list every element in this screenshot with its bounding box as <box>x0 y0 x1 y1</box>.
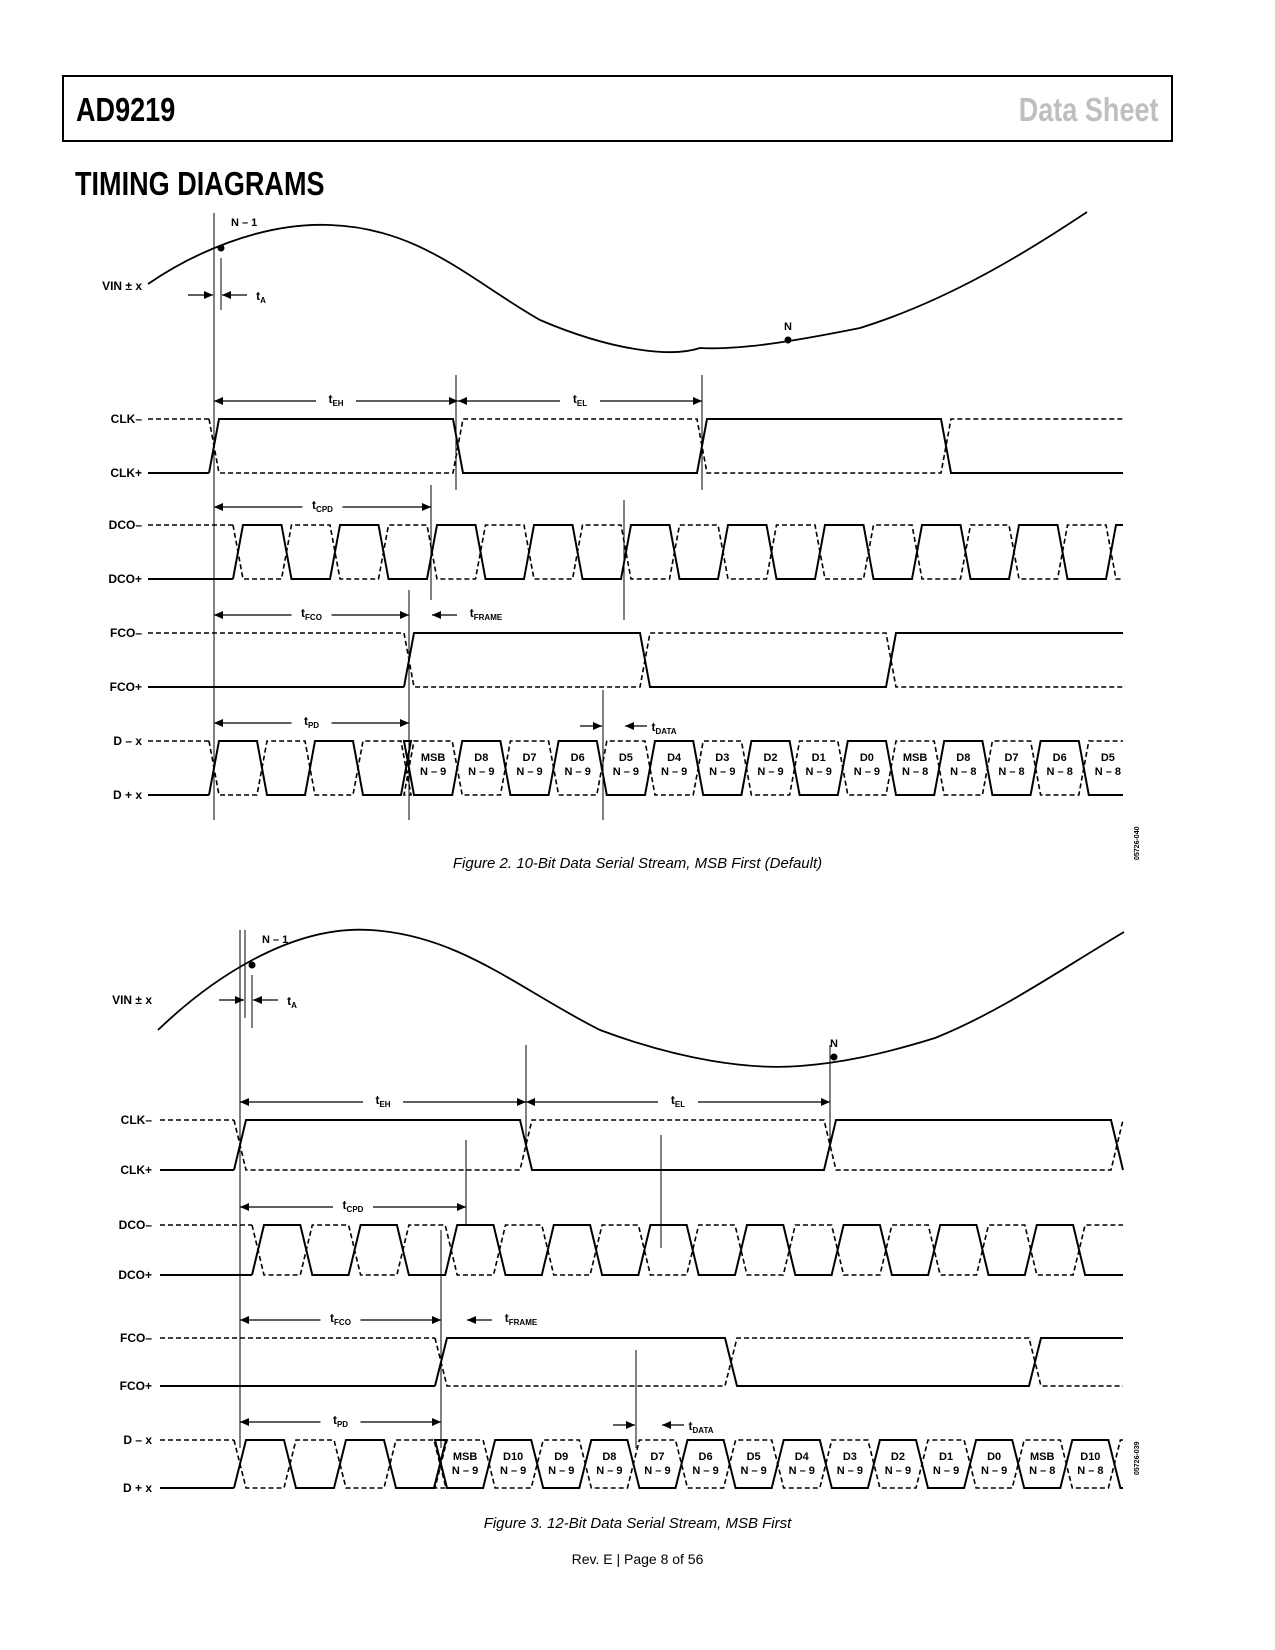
dco-true <box>252 1225 1123 1275</box>
figure-code: 05726-039 <box>1134 1441 1141 1475</box>
bit-label: D2 <box>763 752 778 764</box>
dco-plus-label: DCO+ <box>108 572 142 586</box>
sample-point-n-1 <box>249 962 256 969</box>
bit-sample-label: N – 9 <box>709 766 736 778</box>
bit-label: D1 <box>811 752 826 764</box>
bit-label: D0 <box>987 1451 1002 1463</box>
figure-code: 05726-040 <box>1134 826 1141 860</box>
bit-sample-label: N – 8 <box>950 766 977 778</box>
vin-label: VIN ± x <box>112 993 152 1007</box>
tcpd-label: $t_{CPD}$ <box>342 1198 364 1214</box>
bit-label: D1 <box>939 1451 954 1463</box>
bit-label: MSB <box>452 1451 478 1463</box>
sample-point-n <box>831 1054 838 1061</box>
bit-sample-label: N – 9 <box>548 1465 575 1477</box>
bit-label: D6 <box>1052 752 1067 764</box>
bit-sample-label: N – 9 <box>419 766 447 778</box>
bit-sample-label: N – 8 <box>1029 1465 1056 1477</box>
bit-label: D6 <box>570 752 585 764</box>
tfco-label: $t_{FCO}$ <box>301 606 322 622</box>
bit-sample-label: N – 9 <box>564 766 591 778</box>
bit-sample-label: N – 9 <box>740 1465 767 1477</box>
bit-label: D8 <box>602 1451 617 1463</box>
bit-label: D5 <box>1100 752 1115 764</box>
timing-diagram-10bit <box>0 200 1275 860</box>
bit-label: MSB <box>420 752 446 764</box>
bit-sample-label: N – 8 <box>1046 766 1073 778</box>
bit-label: D8 <box>956 752 971 764</box>
dco-minus-label: DCO– <box>118 1218 152 1232</box>
fco-comp <box>404 633 1123 687</box>
bit-label: MSB <box>1030 1451 1055 1463</box>
bit-sample-label: N – 8 <box>1077 1465 1104 1477</box>
teh-label: $t_{EH}$ <box>375 1093 391 1109</box>
fco-minus-label: FCO– <box>119 1331 152 1345</box>
fco-minus-label: FCO– <box>109 626 142 640</box>
bit-label: D5 <box>618 752 633 764</box>
fco-true <box>404 633 1123 687</box>
tdata-label: $t_{DATA}$ <box>651 720 677 736</box>
teh-label: $t_{EH}$ <box>328 392 344 408</box>
fco-comp <box>435 1338 1123 1386</box>
bit-sample-label: N – 9 <box>516 766 543 778</box>
sample-label-n: N <box>830 1038 838 1050</box>
figure-3-caption: Figure 3. 12-Bit Data Serial Stream, MSB First <box>483 1515 792 1532</box>
clk-comp <box>234 1120 1123 1170</box>
sample-point-n <box>785 337 792 344</box>
part-number: AD9219 <box>76 91 176 128</box>
data-true <box>234 1440 1123 1488</box>
bit-sample-label: N – 9 <box>788 1465 815 1477</box>
tpd-label: $t_{PD}$ <box>303 714 320 730</box>
bit-label: D9 <box>554 1451 569 1463</box>
bit-label: D4 <box>667 752 682 764</box>
bit-sample-label: N – 9 <box>805 766 832 778</box>
bit-sample-label: N – 9 <box>884 1465 912 1477</box>
clk-minus-label: CLK– <box>120 1113 152 1127</box>
bit-sample-label: N – 9 <box>451 1465 479 1477</box>
page-header <box>62 75 1173 142</box>
clk-minus-label: CLK– <box>110 412 142 426</box>
timing-diagram-12bit <box>0 880 1275 1495</box>
page-footer: Rev. E | Page 8 of 56 <box>571 1551 704 1567</box>
data-comp <box>234 1440 1123 1488</box>
bit-sample-label: N – 9 <box>932 1465 960 1477</box>
bit-label: D10 <box>503 1451 524 1463</box>
bit-label: D4 <box>794 1451 809 1463</box>
fco-plus-label: FCO+ <box>109 680 142 694</box>
fco-true <box>435 1338 1123 1386</box>
bit-sample-label: N – 9 <box>836 1465 863 1477</box>
bit-label: D6 <box>698 1451 713 1463</box>
data-plus-label: D + x <box>112 788 142 802</box>
bit-label: D10 <box>1080 1451 1101 1463</box>
tframe-label: $t_{FRAME}$ <box>469 606 503 622</box>
clk-plus-label: CLK+ <box>120 1163 152 1177</box>
sample-label-n-1: N – 1 <box>231 217 258 229</box>
document-type: Data Sheet <box>1019 91 1159 128</box>
bit-sample-label: N – 9 <box>596 1465 623 1477</box>
clk-true <box>209 419 1123 473</box>
vin-label: VIN ± x <box>102 279 142 293</box>
clk-comp <box>209 419 1123 473</box>
bit-sample-label: N – 9 <box>692 1465 719 1477</box>
dco-plus-label: DCO+ <box>118 1268 152 1282</box>
dco-minus-label: DCO– <box>108 518 142 532</box>
sample-label-n-1: N – 1 <box>262 934 289 946</box>
tfco-label: $t_{FCO}$ <box>330 1311 351 1327</box>
bit-label: D8 <box>474 752 489 764</box>
bit-sample-label: N – 9 <box>468 766 495 778</box>
bit-label: D2 <box>890 1451 905 1463</box>
ta-label: $t_A$ <box>287 994 297 1010</box>
bit-sample-label: N – 9 <box>612 766 640 778</box>
tframe-label: $t_{FRAME}$ <box>504 1311 538 1327</box>
clk-true <box>234 1120 1123 1170</box>
bit-label: D3 <box>842 1451 857 1463</box>
bit-label: D3 <box>715 752 730 764</box>
figure-2-caption: Figure 2. 10-Bit Data Serial Stream, MSB First (Default) <box>452 855 823 872</box>
bit-label: D0 <box>859 752 874 764</box>
vin-waveform <box>158 930 1124 1067</box>
bit-label: D7 <box>1004 752 1019 764</box>
clk-plus-label: CLK+ <box>110 466 142 480</box>
bit-sample-label: N – 9 <box>644 1465 671 1477</box>
bit-sample-label: N – 9 <box>660 766 688 778</box>
bit-sample-label: N – 8 <box>998 766 1025 778</box>
bit-sample-label: N – 9 <box>981 1465 1008 1477</box>
bit-label: MSB <box>902 752 928 764</box>
dco-true <box>233 525 1123 579</box>
section-title: TIMING DIAGRAMS <box>75 165 325 202</box>
bit-label: D5 <box>746 1451 761 1463</box>
bit-sample-label: N – 9 <box>500 1465 527 1477</box>
tdata-label: $t_{DATA}$ <box>688 1419 714 1435</box>
bit-sample-label: N – 9 <box>757 766 784 778</box>
tpd-label: $t_{PD}$ <box>332 1413 349 1429</box>
tel-label: $t_{EL}$ <box>670 1093 686 1109</box>
vin-waveform <box>148 212 1087 352</box>
bit-label: D7 <box>522 752 537 764</box>
ta-label: $t_A$ <box>256 289 266 305</box>
bit-sample-label: N – 9 <box>853 766 881 778</box>
bit-sample-label: N – 8 <box>1094 766 1122 778</box>
tcpd-label: $t_{CPD}$ <box>312 498 333 514</box>
bit-sample-label: N – 8 <box>901 766 929 778</box>
sample-label-n: N <box>784 321 792 333</box>
tel-label: $t_{EL}$ <box>572 392 588 408</box>
fco-plus-label: FCO+ <box>119 1379 152 1393</box>
sample-point-n-1 <box>218 245 225 252</box>
data-plus-label: D + x <box>122 1481 152 1495</box>
data-minus-label: D – x <box>123 1433 152 1447</box>
data-minus-label: D – x <box>113 734 142 748</box>
bit-label: D7 <box>650 1451 665 1463</box>
